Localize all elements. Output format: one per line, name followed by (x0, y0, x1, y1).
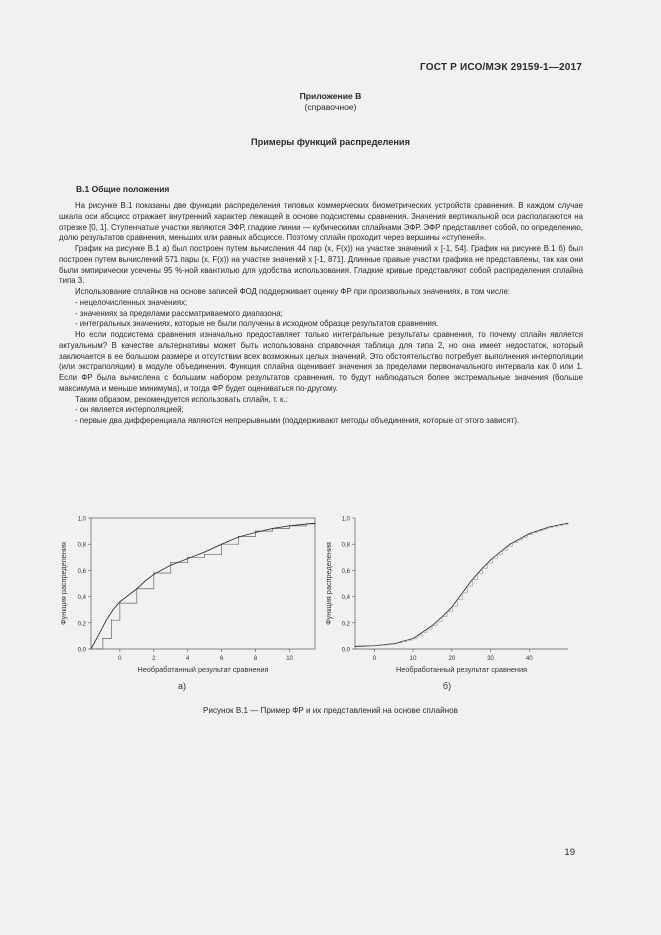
panel-label: б) (442, 681, 452, 691)
data-point (482, 567, 483, 568)
y-tick-label: 0,6 (341, 568, 350, 575)
data-point (289, 525, 290, 526)
data-point (145, 580, 146, 581)
appendix-title: Приложение В (299, 91, 362, 101)
spline-curve (355, 523, 568, 646)
y-tick-label: 0,2 (341, 621, 350, 628)
panel-label: а) (177, 681, 187, 691)
x-axis-label: Необработанный результат сравнения (137, 665, 269, 674)
data-point (255, 532, 256, 533)
y-tick-label: 0,8 (341, 542, 350, 549)
data-point (315, 523, 316, 524)
page-number: 19 (564, 847, 575, 858)
data-point (490, 559, 491, 560)
data-point (187, 558, 188, 559)
data-point (272, 528, 273, 529)
x-axis-label: Необработанный результат сравнения (396, 665, 527, 674)
document-header: ГОСТ Р ИСО/МЭК 29159-1—2017 (419, 62, 582, 73)
data-point (355, 646, 356, 647)
data-point (102, 638, 103, 639)
appendix-subtitle: (справочное) (304, 102, 357, 112)
list-item: - нецелочисленных значениях; (75, 297, 188, 307)
spline-curve (91, 523, 315, 649)
data-point (306, 523, 307, 524)
data-point (153, 573, 154, 574)
x-tick-label: 0 (372, 656, 377, 662)
data-point (119, 601, 120, 602)
y-tick-label: 0,0 (77, 647, 86, 654)
data-point (393, 643, 394, 644)
x-tick-label: 8 (253, 656, 258, 662)
data-point (99, 633, 100, 634)
data-point (529, 533, 530, 534)
data-point (221, 544, 222, 545)
data-point (289, 525, 290, 526)
paragraph: Использование сплайнов на основе записей ФОД поддерживает оценку ФР при произвольных значениях, в том числе: (75, 287, 510, 296)
data-point (459, 596, 460, 597)
body-text (59, 201, 583, 427)
x-tick-label: 0 (118, 656, 122, 662)
data-point (111, 620, 112, 621)
paragraph: Таким образом, рекомендуется использовать сплайн, т. к.: (75, 394, 288, 404)
list-item: - он является интерполяцией; (75, 405, 184, 415)
data-point (91, 649, 92, 650)
data-point (255, 531, 256, 532)
paragraph: Но если подсистема сравнения изначально предоставляет только интегральные результаты сравнения, то почему сплайн является актуальным? В качестве альтернативы может быть использована справочная таблица для типа 2, но она имеет недостаток, который заключается в ее большом размере и отсутствии всех возможных целых значений. Это обстоятельство потребует выполнения интерполяции (или экстраполяции) в модуле объединения. Функция сплайна оценивает значения за пределами первоначального интервала как 0 или 1. Если ФР была вычислена с большим набором результатов сравнения, то будут наблюдаться более экстремальные значения (больше максимума и меньше минимума), и тогда ФР будет оцениваться по-другому. (59, 330, 583, 393)
paragraph: График на рисунке В.1 а) был построен путем вычисления 44 пар (x, F(x)) на участке значений x [-1, 54]. График на рисунке В.1 б) был построен путем вычислений 571 пары (x, F(x)) на участке значений x [-1, 871]. Длинные правые участки графика не представлены, так как они были эмпирически усечены 95 %-ной квантилью для удобства использования. Гладкие кривые представляют собой распределения сплайна типа 3. (59, 244, 583, 286)
x-tick-label: 10 (409, 656, 417, 662)
subsection-title: В.1 Общие положения (76, 184, 170, 194)
data-point (413, 638, 414, 639)
y-axis-label: Функция распределения (59, 542, 68, 625)
data-point (170, 565, 171, 566)
list-item: - интегральных значениях, которые не были получены в исходном образце результатов сравнения. (75, 319, 439, 329)
data-point (451, 607, 452, 608)
data-point (119, 603, 120, 604)
x-tick-label: 2 (152, 656, 156, 662)
x-tick-label: 6 (219, 656, 224, 662)
data-point (221, 544, 222, 545)
data-point (548, 527, 549, 528)
data-point (204, 554, 205, 555)
data-point (113, 609, 114, 610)
y-tick-label: 1,0 (77, 516, 86, 523)
y-tick-label: 0,4 (341, 595, 350, 602)
data-point (568, 523, 569, 524)
section-title: Примеры функций распределения (251, 137, 410, 147)
x-tick-label: 20 (448, 656, 456, 662)
y-axis-label: Функция распределения (324, 542, 333, 625)
list-item: - первые два дифференциала являются непрерывными (поддерживают методы объединения, которые от этого зависят). (75, 416, 520, 425)
data-point (136, 588, 137, 589)
x-tick-label: 4 (186, 656, 190, 662)
chart-a-frame (91, 518, 315, 649)
data-point (471, 580, 472, 581)
data-point (106, 620, 107, 621)
data-point (374, 645, 375, 646)
data-point (238, 536, 239, 537)
paragraph: На рисунке В.1 показаны две функции распределения типовых коммерческих биометрических устройств сравнения. В каждом случае шкала оси абсцисс отражает внутренний характер лежащей в основе подсистемы сравнения. Значения вертикальной оси располагаются на отрезке [0, 1]. Ступенчатые участки являются ЭФР, гладкие линии — кубическими сплайнами ЭФР. ЭФР представляет собой, по определению, долю результатов сравнения, меньших или равных абсциссе. Поэтому сплайн проходит через вершины «ступеней». (59, 201, 583, 243)
ecdf-step-line (91, 523, 315, 649)
data-point (136, 588, 137, 589)
data-point (509, 544, 510, 545)
data-point (128, 595, 129, 596)
data-point (170, 562, 171, 563)
data-point (187, 557, 188, 558)
data-point (315, 523, 316, 524)
data-point (153, 574, 154, 575)
x-tick-label: 30 (487, 656, 494, 662)
ecdf-step-line (367, 523, 568, 646)
data-point (306, 523, 307, 524)
y-tick-label: 0,6 (77, 568, 86, 575)
y-tick-label: 1,0 (341, 516, 350, 523)
x-tick-label: 10 (286, 656, 293, 662)
x-tick-label: 40 (525, 656, 533, 662)
figure-caption: Рисунок В.1 — Пример ФР и их представлений на основе сплайнов (203, 706, 458, 715)
y-tick-label: 0,8 (77, 542, 86, 549)
data-point (444, 614, 445, 615)
y-tick-label: 0,0 (341, 647, 350, 654)
y-tick-label: 0,2 (77, 621, 86, 628)
list-item: - значениях за пределами рассматриваемого диапазона; (75, 308, 283, 318)
y-tick-label: 0,4 (77, 595, 86, 602)
data-point (272, 528, 273, 529)
data-point (204, 552, 205, 553)
data-point (238, 536, 239, 537)
data-point (91, 649, 92, 650)
data-point (432, 625, 433, 626)
